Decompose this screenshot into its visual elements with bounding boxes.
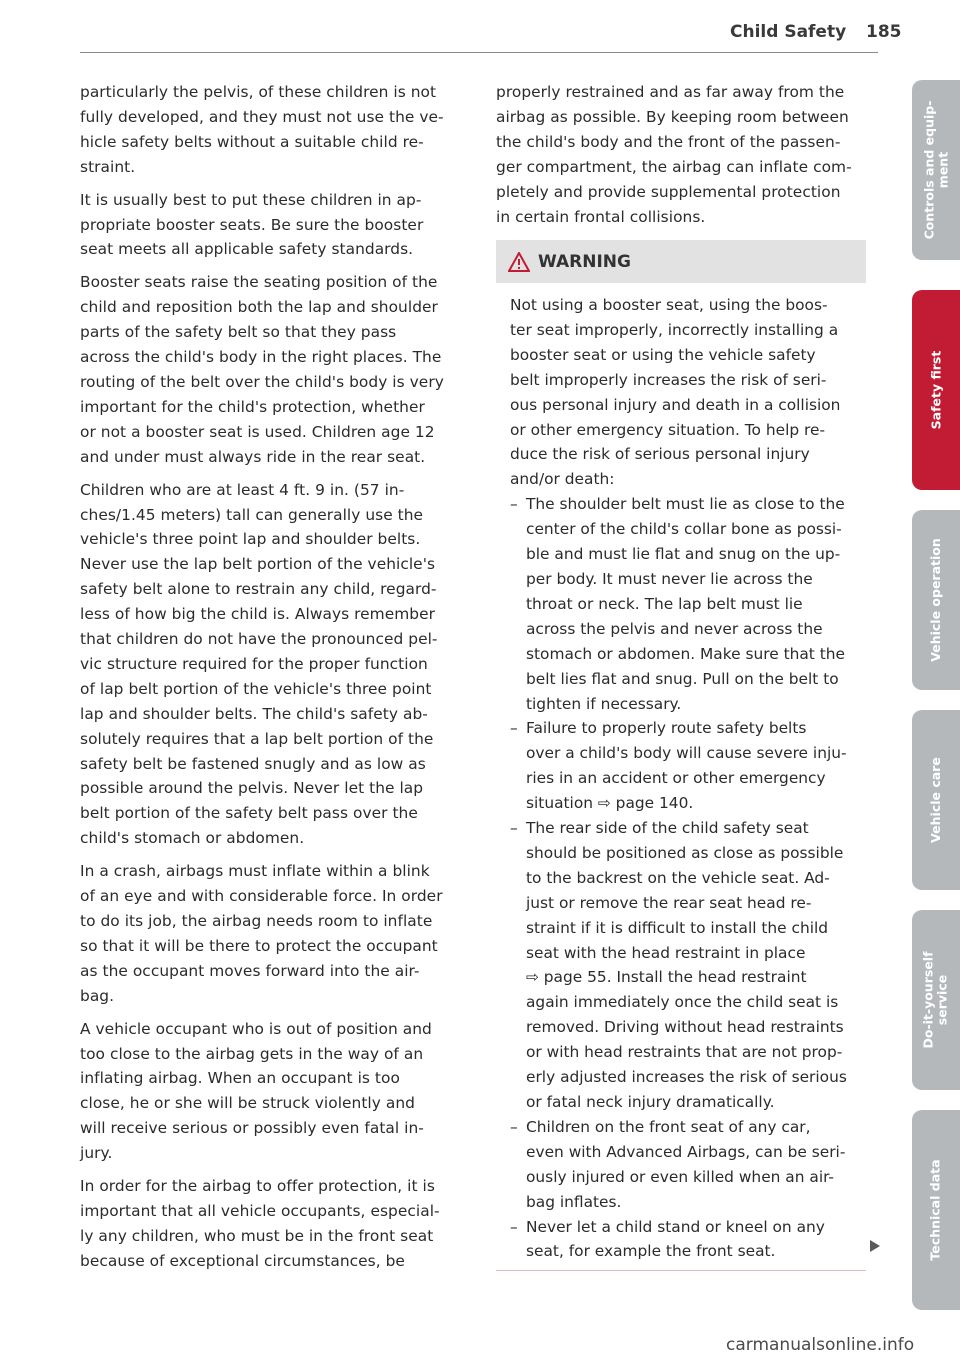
paragraph: Booster seats raise the seating position of the child and reposition both the lap and shoulder parts of the safety belt so that they pass across the child's body in the right places. The routing of the belt over the child's body is very important for the child's protection, whether or not a booster seat is used. Children age 12 and under must always ride in the rear seat. <box>80 273 444 466</box>
warning-bullet: – Failure to properly route safety belts over a child's body will cause severe inju- ries in an accident or other emergency situation ⇨ page 140. <box>510 716 854 816</box>
paragraph: In a crash, airbags must inflate within a blink of an eye and with considerable force. In order to do its job, the airbag needs room to inflate so that it will be there to protect the occupant as the occupant moves forward into the air- bag. <box>80 862 443 1005</box>
tab-label: Vehicle operation <box>928 538 944 662</box>
continue-arrow-icon <box>870 1240 880 1252</box>
warning-bullet: – Never let a child stand or kneel on any seat, for example the front seat. <box>510 1215 854 1265</box>
warning-triangle-icon <box>508 252 530 272</box>
tab-label: Safety first <box>928 350 943 430</box>
warning-intro: Not using a booster seat, using the boos- ter seat improperly, incorrectly installing a booster seat or using the vehicle safety belt improperly increases the risk of seri- ous personal injury and death in a collision or other emergency situation. To help re- duce the risk of serious personal injury and/or death: <box>510 296 841 489</box>
warning-bullet: – The shoulder belt must lie as close to the center of the child's collar bone as possi- ble and must lie flat and snug on the up- per body. It must never lie across the throat or neck. The lap belt must lie across the pelvis and never across the stomach or abdomen. Make sure that the belt lies flat and snug. Pull on the belt to tighten if necessary. <box>510 492 854 716</box>
tab-vehicle-care[interactable] <box>912 710 960 890</box>
warning-bullet-text: Children on the front seat of any car, even with Advanced Airbags, can be seri- ously injured or even killed when an air- bag inflates. <box>526 1117 846 1211</box>
warning-bullet-text: The rear side of the child safety seat should be positioned as close as possible to the backrest on the vehicle seat. Ad- just or remove the rear seat head re- straint if it is difficult to install the child seat with the head restraint in place ⇨ page 55. Install the head restraint again immediately once the child seat is removed. Driving without head restraints or with head restraints that are not prop- erly adjusted increases the risk of serious or fatal neck injury dramatically. <box>526 819 847 1111</box>
tab-do-it-yourself-service[interactable] <box>912 910 960 1090</box>
warning-bullet-text: Failure to properly route safety belts over a child's body will cause severe inju- ries in an accident or other emergency situation ⇨ page 140. <box>526 719 847 813</box>
warning-body <box>496 283 866 1264</box>
warning-title: WARNING <box>538 251 631 272</box>
warning-box <box>496 240 866 1271</box>
warning-bullet-text: The shoulder belt must lie as close to the center of the child's collar bone as possi- ble and must lie flat and snug on the up- per body. It must never lie across the throat or neck. The lap belt must lie across the pelvis and never across the stomach or abdomen. Make sure that the belt lies flat and snug. Pull on the belt to tighten if necessary. <box>526 495 845 713</box>
tab-label: Controls and equip- ment <box>921 100 950 240</box>
paragraph: A vehicle occupant who is out of position and too close to the airbag gets in the way of an inflating airbag. When an occupant is too close, he or she will be struck violently and will receive serious or possibly even fatal in- jury. <box>80 1019 432 1163</box>
tab-label: Vehicle care <box>928 757 944 843</box>
warning-bullet: – Children on the front seat of any car, even with Advanced Airbags, can be seri- ously injured or even killed when an air- bag inflates. <box>510 1115 854 1215</box>
tab-vehicle-operation[interactable] <box>912 510 960 690</box>
page-number: 185 <box>866 22 902 42</box>
header-divider <box>80 52 878 53</box>
right-column <box>496 80 881 237</box>
paragraph: particularly the pelvis, of these children is not fully developed, and they must not use the ve- hicle safety belts without a suitable child re- straint. <box>80 83 444 176</box>
paragraph: Children who are at least 4 ft. 9 in. (57 in- ches/1.45 meters) tall can generally use the vehicle's three point lap and shoulder belts. Never use the lap belt portion of the vehicle's safety belt alone to restrain any child, regard- less of how big the child is. Always remember that children do not have the pronounced pel- vic structure required for the proper function of lap belt portion of the vehicle's three point lap and shoulder belts. The child's safety ab- solutely requires that a lap belt portion of the safety belt be fastened snugly and as low as possible around the pelvis. Never let the lap belt portion of the safety belt pass over the child's stomach or abdomen. <box>80 480 438 848</box>
paragraph: It is usually best to put these children in ap- propriate booster seats. Be sure the booster seat meets all applicable safety standards. <box>80 190 424 259</box>
footer-watermark: carmanualsonline.info <box>726 1335 915 1355</box>
warning-bullet: – The rear side of the child safety seat should be positioned as close as possible to the backrest on the vehicle seat. Ad- just or remove the rear seat head re- straint if it is difficult to install the child seat with the head restraint in place ⇨ page 55. Install the head restraint again immediately once the child seat is removed. Driving without head restraints or with head restraints that are not prop- erly adjusted increases the risk of serious or fatal neck injury dramatically. <box>510 816 854 1115</box>
warning-header <box>496 240 866 283</box>
paragraph: In order for the airbag to offer protection, it is important that all vehicle occupants, especial- ly any children, who must be in the front seat because of exceptional circumstances, be <box>80 1177 440 1270</box>
tab-label: Technical data <box>928 1159 943 1261</box>
section-title: Child Safety <box>730 22 847 42</box>
left-column <box>80 80 460 1282</box>
tab-safety-first[interactable] <box>912 290 960 490</box>
tab-label: Do-it-yourself service <box>921 951 951 1049</box>
tab-controls-and-equipment[interactable] <box>912 80 960 260</box>
paragraph: properly restrained and as far away from the airbag as possible. By keeping room between the child's body and the front of the passen- ger compartment, the airbag can inflate com- pletely and provide supplemental protection in certain frontal collisions. <box>496 83 852 226</box>
tab-technical-data[interactable] <box>912 1110 960 1310</box>
warning-bullet-text: Never let a child stand or kneel on any seat, for example the front seat. <box>526 1217 825 1261</box>
